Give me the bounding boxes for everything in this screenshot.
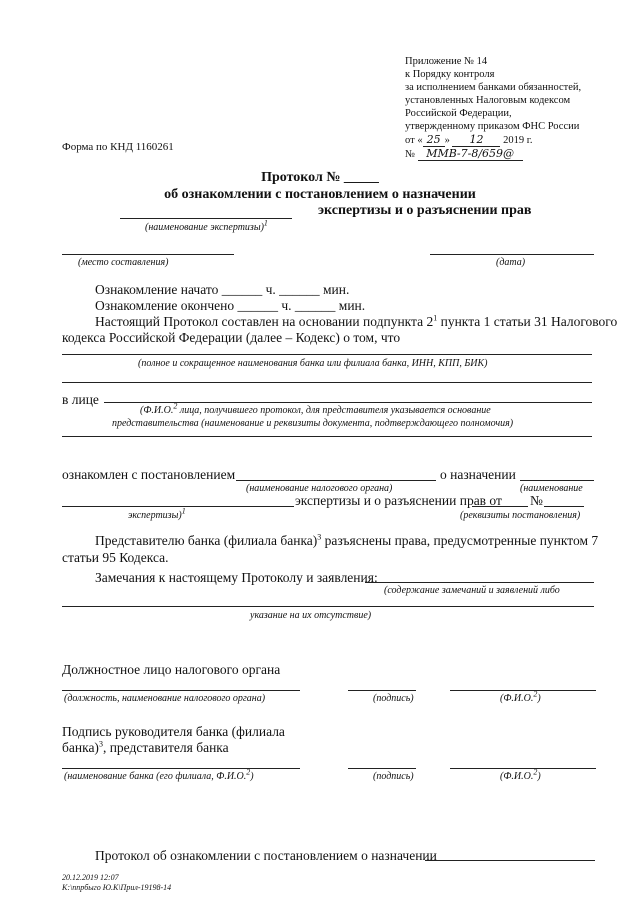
caption-bank-rep: (наименование банка (его филиала, Ф.И.О.$^2$) [64, 767, 254, 782]
expertise-rights-label: экспертизы и о разъяснении прав от [295, 493, 502, 508]
rights-line2: статьи 95 Кодекса. [62, 550, 169, 565]
caption-expertise-name: (наименование экспертизы)$^1$ [145, 218, 268, 233]
caption-official-position: (должность, наименование налогового органа) [64, 693, 266, 704]
basis-line2: кодекса Российской Федерации (далее – Кодекс) о том, что [62, 330, 401, 345]
title-line1: Протокол № _____ [261, 170, 379, 185]
bank-sign-line1: Подпись руководителя банка (филиала [62, 724, 285, 739]
appendix-date: от « 25 » 12 2019 г. [405, 133, 533, 146]
basis-line1: Настоящий Протокол составлен на основании подпункта $2^1$ пункта 1 статьи 31 Налогового [95, 313, 618, 329]
caption-fio-line1: (Ф.И.О.$^2$ лица, получившего протокол, для представителя указывается основание [140, 401, 491, 416]
official-label: Должностное лицо налогового органа [62, 662, 281, 677]
caption-fio-line2: представительства (наименование и реквизиты документа, подтверждающего полномочия) [112, 418, 514, 429]
appendix-line: утвержденному приказом ФНС России [405, 121, 580, 132]
date-day-handwritten: 25 [423, 133, 445, 147]
caption-bank-name: (полное и сокращенное наименования банка или филиала банка, ИНН, КПП, БИК) [138, 358, 488, 369]
familiarized-label: ознакомлен с постановлением [62, 467, 236, 482]
caption-expertise-part: экспертизы)$^1$ [128, 506, 186, 521]
appendix-line: за исполнением банками обязанностей, [405, 82, 582, 93]
caption-remarks1: (содержание замечаний и заявлений либо [384, 585, 560, 596]
title-line3: экспертизы и о разъяснении прав [318, 203, 532, 218]
familiarization-end: Ознакомление окончено ______ ч. ______ мин. [95, 298, 366, 313]
caption-signature: (подпись) [373, 693, 414, 704]
appendix-number: № ММВ-7-8/659@ [405, 147, 581, 161]
caption-date: (дата) [496, 257, 526, 268]
appendix-line: к Порядку контроля [405, 69, 495, 80]
order-number-handwritten: ММВ-7-8/659@ [418, 147, 523, 161]
rights-line1: Представителю банка (филиала банка)$^3$ разъяснены права, предусмотренные пунктом 7 [95, 532, 599, 548]
familiarization-start: Ознакомление начато ______ ч. ______ мин. [95, 282, 350, 297]
footer-timestamp: 20.12.2019 12:07 [62, 873, 119, 882]
caption-fio-short-bank: (Ф.И.О.$^2$) [500, 767, 541, 782]
caption-place: (место составления) [78, 257, 169, 268]
caption-tax-authority: (наименование налогового органа) [246, 483, 393, 494]
footer [62, 873, 171, 893]
in-person-label: в лице [62, 392, 99, 407]
form-code: Форма по КНД 1160261 [62, 141, 174, 153]
remarks-label: Замечания к настоящему Протоколу и заявления: [95, 570, 378, 585]
appendix-block [405, 55, 581, 161]
appendix-line: Российской Федерации, [405, 108, 512, 119]
bank-sign-line2: банка)$^3$, представителя банка [62, 739, 229, 755]
caption-name-part: (наименование [520, 483, 583, 494]
caption-fio-short: (Ф.И.О.$^2$) [500, 689, 541, 704]
about-appointment-label: о назначении [440, 467, 516, 482]
caption-decision-details: (реквизиты постановления) [460, 510, 581, 521]
bottom-line: Протокол об ознакомлении с постановлением о назначении [95, 848, 437, 863]
decision-number-sign: № [530, 493, 543, 508]
appendix-line: установленных Налоговым кодексом [405, 95, 571, 106]
date-month-handwritten: 12 [452, 133, 500, 147]
caption-remarks2: указание на их отсутствие) [250, 610, 372, 621]
footer-path: К:\ппрбыго Ю.К\Прил-19198-14 [62, 883, 172, 892]
caption-signature-bank: (подпись) [373, 771, 414, 782]
title-line2: об ознакомлении с постановлением о назначении [164, 187, 476, 202]
appendix-line: Приложение № 14 [405, 56, 488, 67]
